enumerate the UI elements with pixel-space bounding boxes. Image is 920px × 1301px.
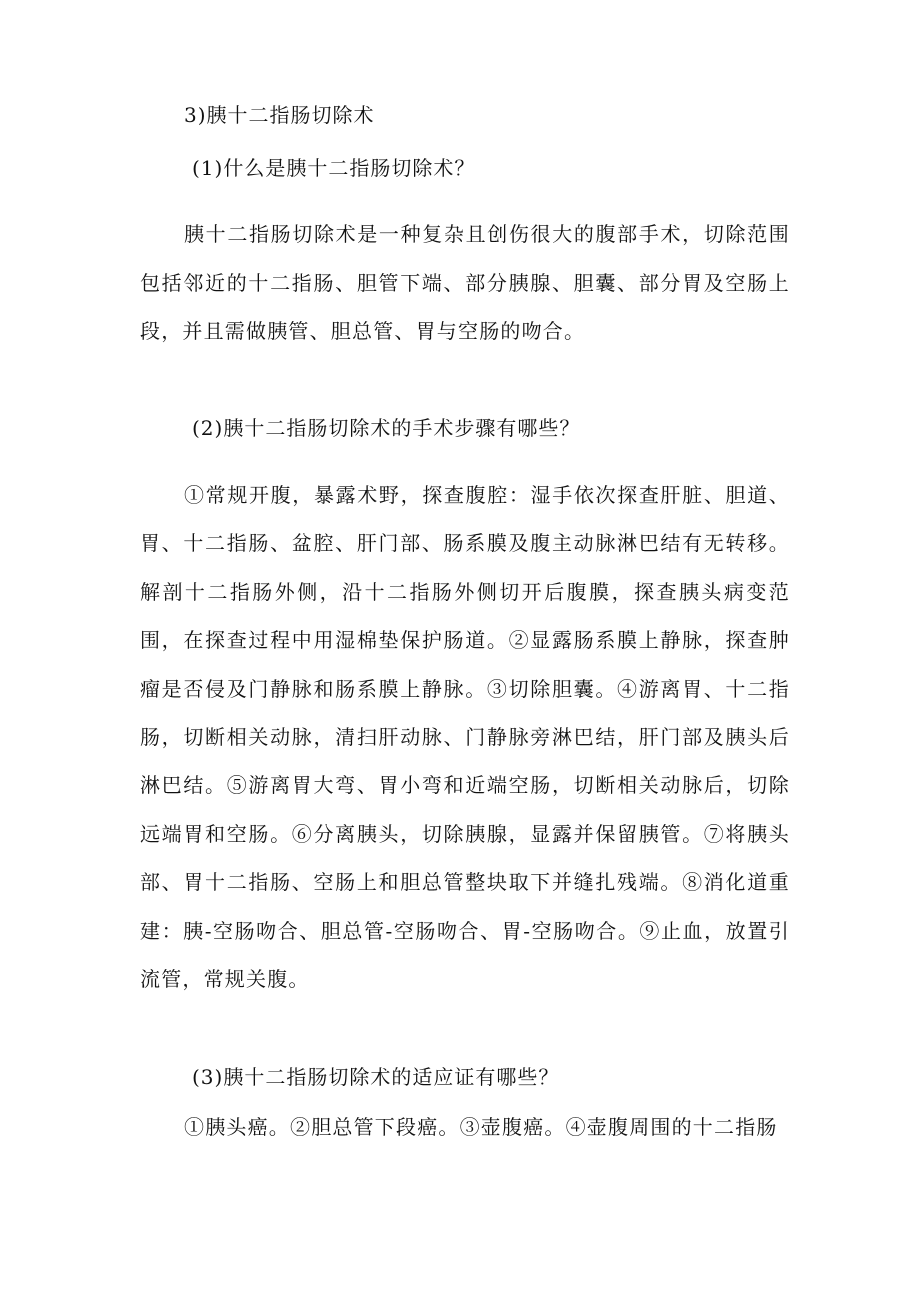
question-1-answer: 胰十二指肠切除术是一种复杂且创伤很大的腹部手术，切除范围包括邻近的十二指肠、胆管下端、部分胰腺、胆囊、部分胃及空肠上段，并且需做胰管、胆总管、胃与空肠的吻合。: [140, 222, 790, 343]
question-2-answer: ①常规开腹，暴露术野，探查腹腔：湿手依次探查肝脏、胆道、胃、十二指肠、盆腔、肝门部、肠系膜及腹主动脉淋巴结有无转移。解剖十二指肠外侧，沿十二指肠外侧切开后腹膜，探查胰头病变范围，在探查过程中用湿棉垫保护肠道。②显露肠系膜上静脉，探查肿瘤是否侵及门静脉和肠系膜上静脉。③切除胆囊。④游离胃、十二指肠，切断相关动脉，清扫肝动脉、门静脉旁淋巴结，肝门部及胰头后淋巴结。⑤游离胃大弯、胃小弯和近端空肠，切断相关动脉后，切除远端胃和空肠。⑥分离胰头，切除胰腺，显露并保留胰管。⑦将胰头部、胃十二指肠、空肠上和胆总管整块取下并缝扎残端。⑧消化道重建：胰-空肠吻合、胆总管-空肠吻合、胃-空肠吻合。⑨止血，放置引流管，常规关腹。: [140, 483, 790, 992]
question-2-heading: (2)胰十二指肠切除术的手术步骤有哪些？: [192, 416, 581, 440]
question-3-answer: ①胰头癌。②胆总管下段癌。③壶腹癌。④壶腹周围的十二指肠: [184, 1115, 778, 1139]
section-title: 3)胰十二指肠切除术: [184, 103, 375, 127]
question-3-heading: (3)胰十二指肠切除术的适应证有哪些？: [192, 1065, 560, 1089]
question-1-heading: (1)什么是胰十二指肠切除术？: [192, 156, 476, 180]
